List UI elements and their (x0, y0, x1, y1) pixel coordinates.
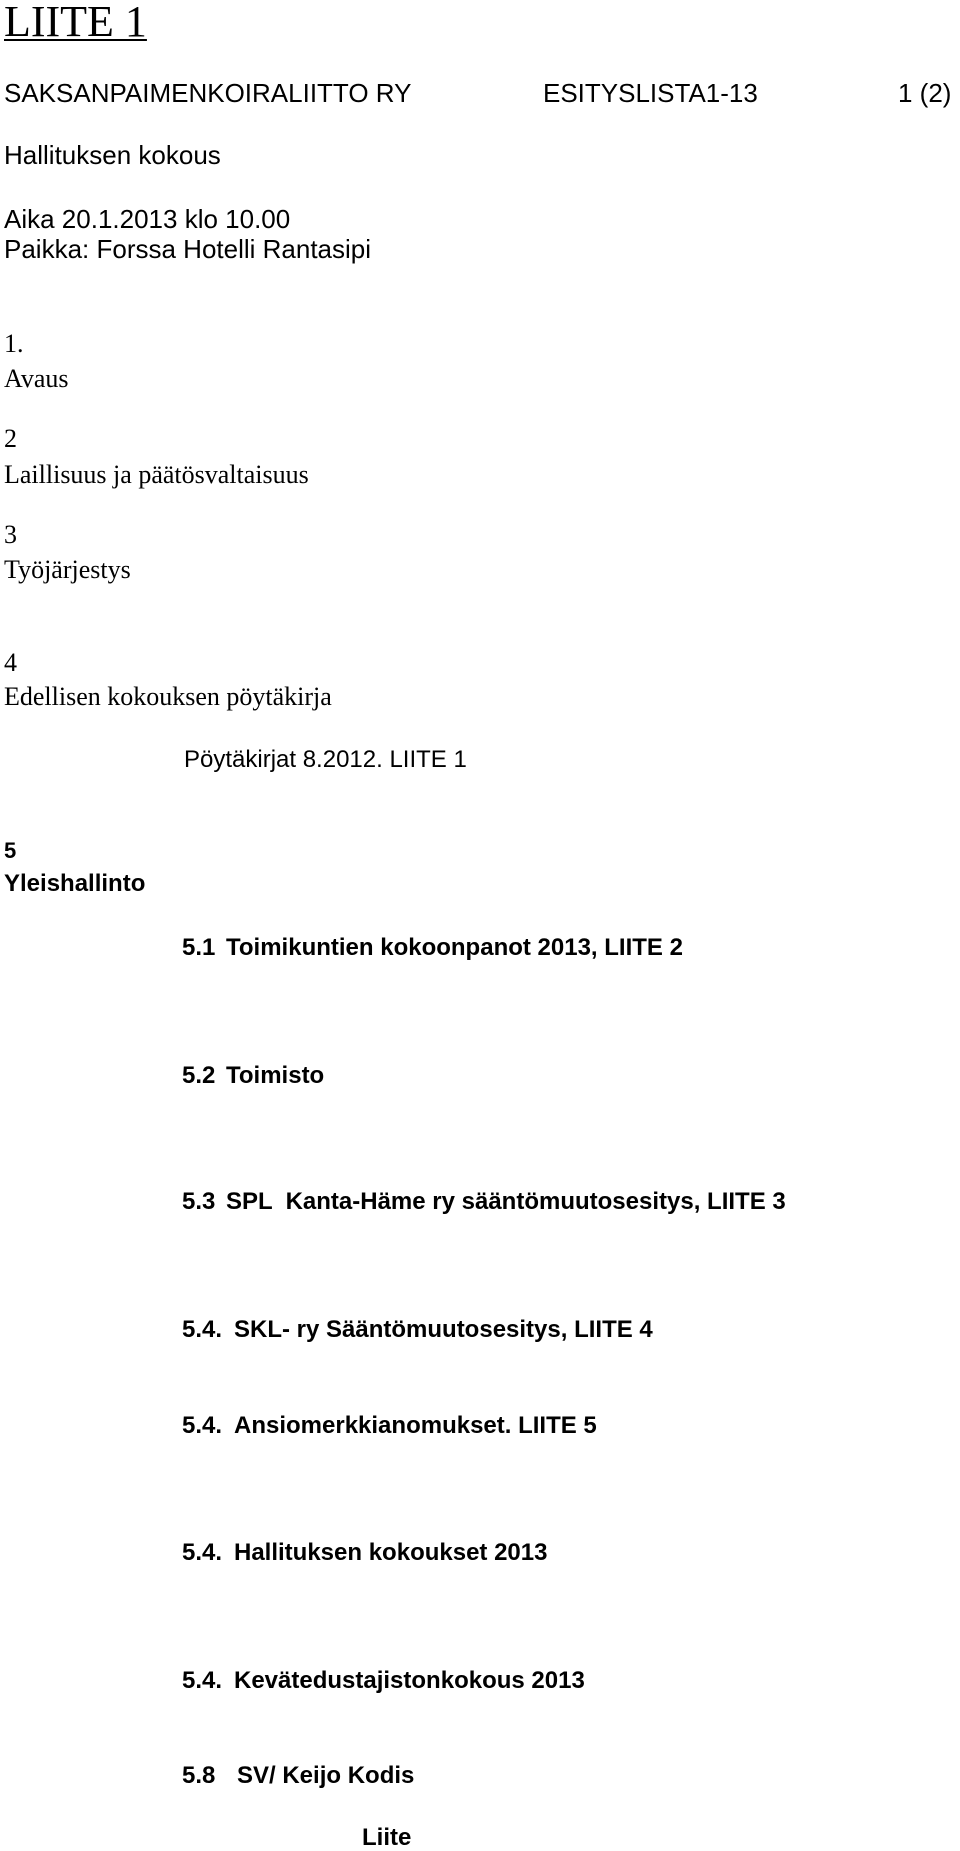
subitem-5-4-c-number: 5.4. (182, 1539, 223, 1566)
agenda-item-4-number: 4 (4, 648, 17, 677)
subitem-5-8-number: 5.8 (182, 1762, 216, 1789)
page-number: 1 (2) (898, 78, 952, 108)
subitem-5-8-title: SV/ Keijo Kodis (237, 1762, 415, 1789)
organization-name: SAKSANPAIMENKOIRALIITTO RY (4, 78, 412, 108)
subitem-5-4-a-number: 5.4. (182, 1316, 223, 1343)
agenda-item-5-title: Yleishallinto (4, 870, 146, 897)
agenda-item-1-number: 1. (4, 329, 24, 358)
document-title: ESITYSLISTA1-13 (543, 78, 758, 108)
subitem-5-4-b-number: 5.4. (182, 1412, 223, 1439)
subitem-5-4-b-title: Ansiomerkkianomukset. LIITE 5 (234, 1412, 597, 1439)
subitem-5-3-number: 5.3 (182, 1188, 216, 1215)
attachment-note: Liite (362, 1824, 412, 1851)
agenda-item-2-number: 2 (4, 424, 17, 453)
agenda-item-4-title: Edellisen kokouksen pöytäkirja (4, 682, 332, 711)
subitem-5-1-title: Toimikuntien kokoonpanot 2013, LIITE 2 (226, 934, 683, 961)
subitem-5-3-title: SPL Kanta-Häme ry sääntömuutosesitys, LIITE 3 (226, 1188, 786, 1215)
attachment-title: LIITE 1 (4, 0, 147, 46)
subitem-5-4-d-number: 5.4. (182, 1667, 223, 1694)
agenda-item-5-number: 5 (4, 838, 17, 863)
agenda-item-1-title: Avaus (4, 364, 69, 393)
subitem-5-1-number: 5.1 (182, 934, 216, 961)
meeting-place: Paikka: Forssa Hotelli Rantasipi (4, 234, 372, 264)
subitem-5-4-a-title: SKL- ry Sääntömuutosesitys, LIITE 4 (234, 1316, 653, 1343)
subitem-5-4-d-title: Kevätedustajistonkokous 2013 (234, 1667, 585, 1694)
subitem-5-2-title: Toimisto (226, 1062, 325, 1089)
agenda-item-2-title: Laillisuus ja päätösvaltaisuus (4, 460, 309, 489)
agenda-item-3-title: Työjärjestys (4, 555, 131, 584)
meeting-time: Aika 20.1.2013 klo 10.00 (4, 204, 291, 234)
agenda-item-4-subtext: Pöytäkirjat 8.2012. LIITE 1 (184, 746, 467, 773)
subitem-5-4-c-title: Hallituksen kokoukset 2013 (234, 1539, 548, 1566)
agenda-item-3-number: 3 (4, 520, 17, 549)
subitem-5-2-number: 5.2 (182, 1062, 216, 1089)
meeting-name: Hallituksen kokous (4, 140, 221, 170)
